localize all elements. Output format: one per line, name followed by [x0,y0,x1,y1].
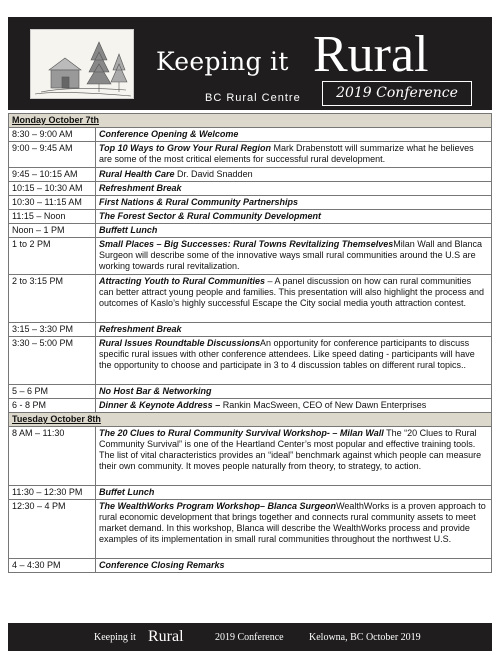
session-description [96,238,492,275]
bc-rural-centre-label: BC Rural Centre [205,92,301,104]
schedule-row [9,275,492,323]
schedule-row [9,559,492,573]
schedule-row [9,182,492,196]
session-time: 2 to 3:15 PM [9,275,96,323]
session-description [96,427,492,486]
session-title: The 20 Clues to Rural Community Survival Workshop- – Milan Wall [99,428,384,438]
session-title: Attracting Youth to Rural Communities [99,276,266,286]
session-title: Buffet Lunch [99,487,155,497]
session-description [96,224,492,238]
schedule-row [9,427,492,486]
session-title: Conference Closing Remarks [99,560,225,570]
footer-brand-rural: Rural [148,628,184,645]
schedule-row [9,486,492,500]
session-body: Milan Wall and Blanca Surgeon will describe some of the innovative ways small rural communities around the U.S are working towards rural revitalization. [99,239,483,271]
session-time: 8:30 – 9:00 AM [9,128,96,142]
session-body: Dr. David Snadden [174,169,253,179]
schedule-row [9,238,492,275]
session-time: 9:00 – 9:45 AM [9,142,96,168]
schedule-row [9,128,492,142]
session-title: The WealthWorks Program Workshop– Blanca Surgeon [99,501,337,511]
schedule-row [9,142,492,168]
session-title: Dinner & Keynote Address – [99,400,221,410]
title-rural: Rural [313,26,429,83]
session-body: The “20 Clues to Rural Community Survival” is one of the Heartland Center’s most popular and effective training tools. The list of vital characteristics provides an “ideal” benchmark against which people can measure their own community. It moves people naturally from theory, to strategy, to action. [99,428,482,471]
session-body: – A panel discussion on how can rural communities can better attract young people and families. This presentation will also highlight the process and outcomes of Kaslo’s highly successful Escape the City social media youth attraction contest. [99,276,485,308]
session-description [96,337,492,385]
session-description [96,486,492,500]
session-description [96,385,492,399]
session-body: An opportunity for conference participants to discuss specific rural issues with other conference attendees. Like speed dating - participants will have the opportunity to choose and participate in 3 to 4 discussion tables on different rural topics.. [99,338,475,370]
session-description [96,210,492,224]
session-description [96,142,492,168]
footer-banner [8,623,492,651]
day-header: Monday October 7th [9,114,492,128]
session-time: 6 - 8 PM [9,399,96,413]
session-title: Rural Issues Roundtable Discussions [99,338,261,348]
session-time: 3:15 – 3:30 PM [9,323,96,337]
conference-year-box: 2019 Conference [322,81,472,106]
session-time: 1 to 2 PM [9,238,96,275]
schedule-table [8,113,492,573]
session-description [96,275,492,323]
session-time: 11:30 – 12:30 PM [9,486,96,500]
schedule-row [9,196,492,210]
session-description [96,196,492,210]
session-title: Buffett Lunch [99,225,158,235]
title-keeping-it: Keeping it [156,47,289,76]
session-time: 10:30 – 11:15 AM [9,196,96,210]
session-description [96,168,492,182]
day-header-row [9,413,492,427]
footer-conference: 2019 Conference [215,632,284,643]
schedule-row [9,500,492,559]
session-time: 9:45 – 10:15 AM [9,168,96,182]
header-banner [8,17,492,110]
session-title: The Forest Sector & Rural Community Development [99,211,322,221]
day-header-row [9,114,492,128]
schedule-row [9,385,492,399]
day-header: Tuesday October 8th [9,413,492,427]
session-body: WealthWorks is a proven approach to rural economic development that brings together and connects rural community assets to meet market demand. In this workshop, Blanca will describe the WealthWorks process and provide examples of its implementation in small rural communities throughout the northwest U.S. [99,501,486,544]
footer-location-date: Kelowna, BC October 2019 [309,632,421,643]
schedule-row [9,337,492,385]
session-title: No Host Bar & Networking [99,386,212,396]
session-body: Rankin MacSween, CEO of New Dawn Enterprises [220,400,427,410]
session-title: Rural Health Care [99,169,175,179]
session-time: Noon – 1 PM [9,224,96,238]
session-time: 11:15 – Noon [9,210,96,224]
session-title: Refreshment Break [99,183,182,193]
session-time: 12:30 – 4 PM [9,500,96,559]
session-time: 10:15 – 10:30 AM [9,182,96,196]
schedule-row [9,210,492,224]
session-description [96,500,492,559]
session-description [96,182,492,196]
session-title: Conference Opening & Welcome [99,129,239,139]
session-time: 5 – 6 PM [9,385,96,399]
barn-sketch-image [30,29,134,99]
session-time: 4 – 4:30 PM [9,559,96,573]
session-time: 8 AM – 11:30 [9,427,96,486]
session-title: First Nations & Rural Community Partnerships [99,197,299,207]
session-body: Mark Drabenstott will summarize what he believes are some of the most critical elements for successful rural development. [99,143,474,164]
session-description [96,399,492,413]
session-title: Small Places – Big Successes: Rural Towns Revitalizing Themselves [99,239,394,249]
schedule-row [9,224,492,238]
session-description [96,128,492,142]
session-description [96,323,492,337]
session-description [96,559,492,573]
session-title: Refreshment Break [99,324,182,334]
session-title: Top 10 Ways to Grow Your Rural Region [99,143,272,153]
session-time: 3:30 – 5:00 PM [9,337,96,385]
footer-brand-small: Keeping it [94,632,136,643]
schedule-row [9,399,492,413]
schedule-row [9,323,492,337]
schedule-row [9,168,492,182]
